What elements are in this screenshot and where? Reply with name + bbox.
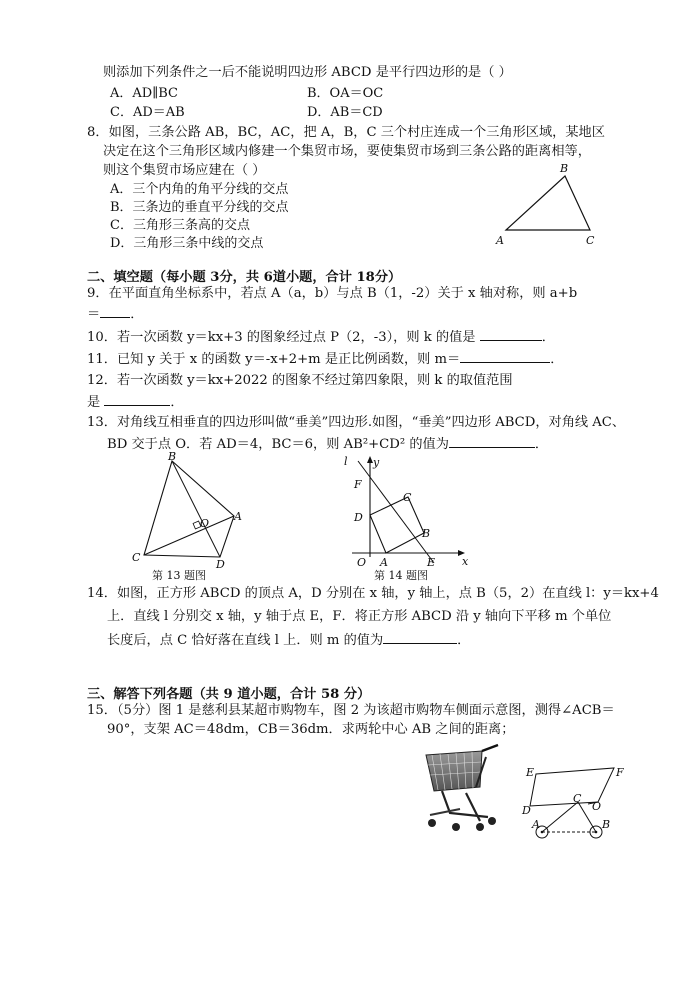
q13-caption: 第 13 题图 xyxy=(152,569,206,582)
q12-tail: ． xyxy=(170,395,184,410)
shopping-cart-image xyxy=(420,743,502,835)
q14-tail: ． xyxy=(457,633,471,648)
label-c: C xyxy=(403,491,412,504)
label-f: F xyxy=(354,478,362,491)
q14-answer-blank[interactable] xyxy=(383,631,457,644)
q8-option-d[interactable]: D．三角形三条中线的交点 xyxy=(110,236,264,251)
q12-line2 xyxy=(87,393,184,411)
diagonal-ac xyxy=(144,516,234,555)
q11-text: 11．已知 y 关于 x 的函数 y＝-x+2+m 是正比例函数，则 m＝ xyxy=(87,352,461,367)
q13-quadrilateral-figure xyxy=(128,451,253,583)
q9-equals: ＝ xyxy=(87,307,101,322)
q9-tail: ． xyxy=(130,307,144,322)
label-d: D xyxy=(216,558,225,571)
q12-shi: 是 xyxy=(87,395,101,410)
q13-tail: ． xyxy=(534,437,549,452)
q7-option-b[interactable]: B．OA＝OC xyxy=(307,86,384,101)
q8-option-c[interactable]: C．三角形三条高的交点 xyxy=(110,218,250,233)
label-x: x xyxy=(462,555,469,568)
q11-line xyxy=(87,350,563,368)
q11-tail: ． xyxy=(550,352,564,367)
label-a: A xyxy=(234,510,242,523)
q13-answer-blank[interactable] xyxy=(449,435,535,448)
q8-line3: 则这个集贸市场应建在（ ） xyxy=(103,163,266,178)
q8-triangle-figure xyxy=(490,160,605,250)
label-f: F xyxy=(616,766,624,779)
q13-line1: 13．对角线互相垂直的四边形叫做“垂美”四边形.如图，“垂美”四边形 ABCD，对角线 AC、 xyxy=(87,415,626,430)
q11-answer-blank[interactable] xyxy=(460,350,550,363)
q10-line xyxy=(87,328,555,346)
section-3-title: 三、解答下列各题（共 9 道小题，合计 58 分） xyxy=(87,687,371,702)
label-c: C xyxy=(132,551,141,564)
q8-option-a[interactable]: A．三个内角的角平分线的交点 xyxy=(110,182,289,197)
q8-line1: 8．如图，三条公路 AB，BC，AC，把 A，B，C 三个村庄连成一个三角形区域，某地区 xyxy=(87,125,605,140)
q15-line1: 15．（5分）图 1 是慈利县某超市购物车，图 2 为该超市购物车侧面示意图，测得∠ACB＝ xyxy=(87,703,615,718)
label-d: D xyxy=(522,804,531,817)
triangle-abc xyxy=(506,176,590,230)
label-e: E xyxy=(526,766,535,779)
label-a: A xyxy=(380,556,388,569)
q15-cart-schematic xyxy=(518,762,630,844)
basket-outline xyxy=(530,768,614,806)
label-e: E xyxy=(427,556,436,569)
label-o: O xyxy=(200,517,210,530)
q9-answer-blank[interactable] xyxy=(100,305,130,318)
q14-coordinate-figure xyxy=(340,453,475,583)
q14-line2: 上．直线 l 分别交 x 轴，y 轴于点 E，F．将正方形 ABCD 沿 y 轴向下平移 m 个单位 xyxy=(107,609,612,624)
label-c: C xyxy=(586,234,595,247)
label-c: C xyxy=(573,792,582,805)
q10-tail: ． xyxy=(541,330,555,345)
q14-caption: 第 14 题图 xyxy=(374,569,428,582)
label-a: A xyxy=(532,818,540,831)
q14-line1: 14．如图，正方形 ABCD 的顶点 A，D 分别在 x 轴，y 轴上，点 B（5，2）在直线 l：y＝kx+4 xyxy=(87,586,659,601)
q8-option-b[interactable]: B．三条边的垂直平分线的交点 xyxy=(110,200,289,215)
q9-line1: 9．在平面直角坐标系中，若点 A（a，b）与点 B（1，-2）关于 x 轴对称，则 a+b xyxy=(87,286,578,301)
square-abcd xyxy=(370,497,424,553)
q10-text: 10．若一次函数 y＝kx+3 的图象经过点 P（2，-3），则 k 的值是 xyxy=(87,330,476,345)
q7-option-a[interactable]: A．AD∥BC xyxy=(110,86,178,101)
q9-line2 xyxy=(87,305,143,323)
q10-answer-blank[interactable] xyxy=(480,328,542,341)
q7-option-d[interactable]: D．AB＝CD xyxy=(307,105,383,120)
label-b: B xyxy=(560,162,569,175)
label-y: y xyxy=(373,456,380,469)
diagonal-bd xyxy=(172,461,220,557)
quadrilateral-abcd xyxy=(144,461,234,557)
label-l: l xyxy=(344,455,348,468)
label-d: D xyxy=(354,511,363,524)
q12-answer-blank[interactable] xyxy=(104,393,170,406)
label-b: B xyxy=(422,527,431,540)
q14-text: 长度后，点 C 恰好落在直线 l 上．则 m 的值为 xyxy=(107,633,384,648)
q12-line1: 12．若一次函数 y＝kx+2022 的图象不经过第四象限，则 k 的取值范围 xyxy=(87,373,513,388)
q7-stem: 则添加下列条件之一后不能说明四边形 ABCD 是平行四边形的是（ ） xyxy=(103,65,512,80)
q15-line2: 90°，支架 AC＝48dm，CB＝36dm．求两轮中心 AB 之间的距离； xyxy=(107,722,515,737)
q14-line3 xyxy=(107,631,470,649)
q7-option-c[interactable]: C．AD＝AB xyxy=(110,105,185,120)
q8-line2: 决定在这个三角形区域内修建一个集贸市场，要使集贸市场到三条公路的距离相等， xyxy=(103,144,591,159)
label-o: O xyxy=(592,800,602,813)
label-b: B xyxy=(168,451,177,463)
support-ca xyxy=(542,802,578,832)
label-a: A xyxy=(496,234,504,247)
label-b: B xyxy=(602,818,611,831)
section-2-title: 二、填空题（每小题 3分，共 6道小题，合计 18分） xyxy=(87,270,402,285)
q13-text: BD 交于点 O．若 AD＝4，BC＝6，则 AB²+CD² 的值为 xyxy=(107,437,449,452)
label-o: O xyxy=(357,556,367,569)
